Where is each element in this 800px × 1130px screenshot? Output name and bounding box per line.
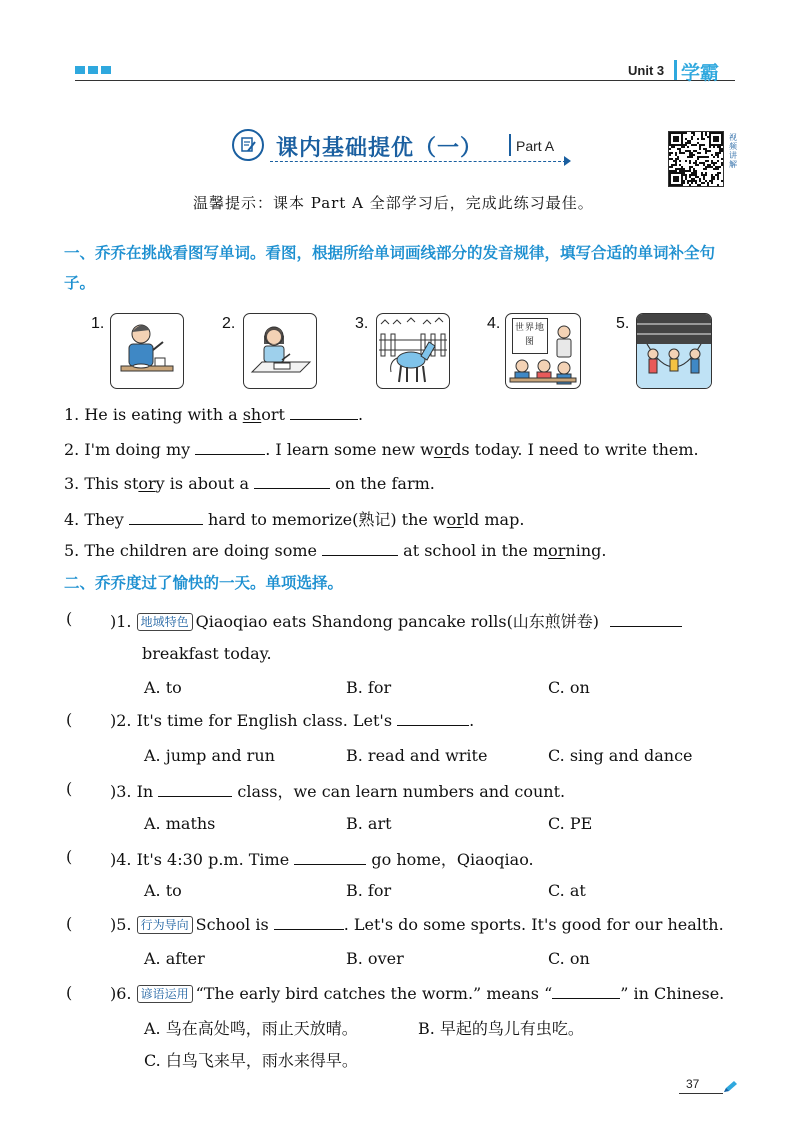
- question-1: )1. 地域特色 Qiaoqiao eats Shandong pancake rolls(山东煎饼卷): [110, 609, 682, 632]
- answer-blank[interactable]: [254, 473, 330, 489]
- picture-number: 1.: [91, 315, 105, 332]
- title-arrow-icon: [564, 156, 571, 166]
- option-b[interactable]: B. read and write: [346, 746, 488, 765]
- picture-number: 3.: [355, 315, 369, 332]
- title-dashed-underline: [270, 161, 566, 162]
- answer-paren[interactable]: (: [66, 914, 73, 933]
- option-a[interactable]: A. maths: [144, 814, 216, 833]
- question-2: )2. It's time for English class. Let's .: [110, 711, 475, 730]
- sentence-5: 5. The children are doing some at school in the morning.: [64, 541, 607, 560]
- title-divider: [509, 134, 511, 156]
- section2-heading: 二、乔乔度过了愉快的一天。单项选择。: [64, 574, 344, 592]
- header-unit: Unit 3: [628, 63, 665, 78]
- world-map-classroom-icon: [505, 313, 581, 389]
- sentence-1: 1. He is eating with a short .: [64, 405, 364, 424]
- sentence-2: 2. I'm doing my . I learn some new words today. I need to write them.: [64, 440, 699, 459]
- answer-blank[interactable]: [552, 983, 620, 999]
- question-3: )3. In class，we can learn numbers and count.: [110, 782, 566, 801]
- option-c[interactable]: C. PE: [548, 814, 593, 833]
- option-b[interactable]: B. 早起的鸟儿有虫吃。: [418, 1019, 584, 1038]
- option-a[interactable]: A. to: [144, 678, 182, 697]
- question-tag: 谚语运用: [137, 985, 193, 1003]
- title-part-label: Part A: [516, 138, 555, 154]
- sentence-3: 3. This story is about a on the farm.: [64, 474, 435, 493]
- qr-side-label: 视频讲解: [729, 133, 737, 169]
- question-6: )6. 谚语运用 “The early bird catches the worm.” means “ ” in Chinese.: [110, 984, 725, 1003]
- page-number: 37: [686, 1077, 700, 1091]
- answer-blank[interactable]: [195, 439, 265, 455]
- answer-blank[interactable]: [322, 540, 398, 556]
- answer-blank[interactable]: [290, 404, 358, 420]
- option-c[interactable]: C. at: [548, 881, 586, 900]
- horse-farm-icon: [376, 313, 450, 389]
- question-1-continued: breakfast today.: [142, 644, 272, 663]
- option-b[interactable]: B. art: [346, 814, 392, 833]
- answer-blank[interactable]: [294, 849, 366, 865]
- header-rule: [75, 80, 735, 81]
- sentence-4: 4. They hard to memorize(熟记) the world map.: [64, 510, 525, 529]
- question-4: )4. It's 4:30 p.m. Time go home，Qiaoqiao.: [110, 850, 534, 869]
- option-c[interactable]: C. on: [548, 949, 590, 968]
- option-b[interactable]: B. for: [346, 678, 392, 697]
- option-a[interactable]: A. to: [144, 881, 182, 900]
- answer-paren[interactable]: (: [66, 609, 73, 628]
- qr-code-icon[interactable]: [668, 131, 724, 187]
- picture-number: 5.: [616, 315, 630, 332]
- option-a[interactable]: A. 鸟在高处鸣，雨止天放晴。: [144, 1019, 358, 1038]
- answer-paren[interactable]: (: [66, 779, 73, 798]
- question-tag: 行为导向: [137, 916, 193, 934]
- children-jumping-rope-icon: [636, 313, 712, 389]
- map-label: 世界地图: [512, 318, 548, 354]
- answer-blank[interactable]: [129, 509, 203, 525]
- tip-text: 温馨提示：课本 Part A 全部学习后，完成此练习最佳。: [193, 194, 594, 212]
- pencil-icon: [722, 1079, 738, 1098]
- header-squares: [75, 66, 111, 74]
- option-c[interactable]: C. 白鸟飞来早，雨水来得早。: [144, 1051, 358, 1070]
- picture-number: 2.: [222, 315, 236, 332]
- answer-blank[interactable]: [397, 710, 469, 726]
- answer-blank[interactable]: [158, 781, 232, 797]
- option-c[interactable]: C. sing and dance: [548, 746, 693, 765]
- girl-writing-icon: [243, 313, 317, 389]
- boy-eating-icon: [110, 313, 184, 389]
- option-a[interactable]: A. after: [144, 949, 205, 968]
- question-tag: 地域特色: [137, 613, 193, 631]
- question-5: )5. 行为导向 School is . Let's do some sports. It's good for our health.: [110, 915, 724, 934]
- page-number-rule: [679, 1093, 723, 1094]
- answer-paren[interactable]: (: [66, 847, 73, 866]
- option-c[interactable]: C. on: [548, 678, 590, 697]
- answer-paren[interactable]: (: [66, 983, 73, 1002]
- header-brand-logo: 学霸: [681, 62, 720, 84]
- header-divider: [674, 60, 677, 80]
- option-b[interactable]: B. over: [346, 949, 404, 968]
- option-b[interactable]: B. for: [346, 881, 392, 900]
- option-a[interactable]: A. jump and run: [144, 746, 275, 765]
- section-title: 课内基础提优（一）: [276, 136, 484, 161]
- answer-paren[interactable]: (: [66, 710, 73, 729]
- picture-number: 4.: [487, 315, 501, 332]
- section1-heading: 一、乔乔在挑战看图写单词。看图，根据所给单词画线部分的发音规律，填写合适的单词补全句子。: [64, 244, 716, 292]
- answer-blank[interactable]: [274, 914, 344, 930]
- notebook-pencil-icon: [232, 129, 264, 161]
- answer-blank[interactable]: [610, 611, 682, 627]
